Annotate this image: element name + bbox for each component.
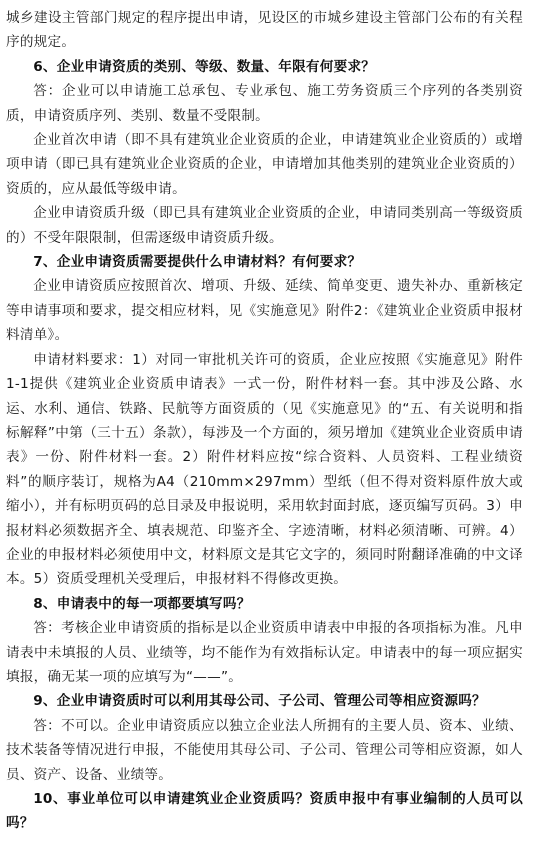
answer-paragraph-7b: 申请材料要求：1）对同一审批机关许可的资质，企业应按照《实施意见》附件1-1提供《建筑业企业资质申请表》一式一份，附件材料一套。其中涉及公路、水运、水利、通信、铁路、民航等方面资质的（见《实施意见》的“五、有关说明和指标解释”中第（三十五）条款），每涉及一个方面的，须另增加《建筑业企业资质申请表》一份、附件材料一套。2）附件材料应按“综合资料、人员资料、工程业绩资料”的顺序装订，规格为A4（210mm×297mm）型纸（但不得对资料原件放大或缩小），并有标明页码的总目录及申报说明，采用软封面封底，逐页编写页码。3）申报材料必须数据齐全、填表规范、印鉴齐全、字迹清晰，材料必须清晰、可辨。4）企业的申报材料必须使用中文，材料原文是其它文字的，须同时附翻译准确的中文译本。5）资质受理机关受理后，申报材料不得修改更换。 — [6, 351, 523, 588]
question-heading-6: 6、企业申请资质的类别、等级、数量、年限有何要求？ — [33, 58, 376, 75]
answer-paragraph-7a: 企业申请资质应按照首次、增项、升级、延续、简单变更、遗失补办、重新核定等申请事项和要求，提交相应材料，见《实施意见》附件2：《建筑业企业资质申报材料清单》。 — [6, 278, 523, 344]
answer-paragraph-6a: 答：企业可以申请施工总承包、专业承包、施工劳务资质三个序列的各类别资质，申请资质序列、类别、数量不受限制。 — [6, 83, 523, 124]
answer-paragraph-9: 答：不可以。企业申请资质应以独立企业法人所拥有的主要人员、资本、业绩、技术装备等情况进行申报，不能使用其母公司、子公司、管理公司等相应资源，如人员、资产、设备、业绩等。 — [6, 717, 523, 783]
question-heading-10: 10、事业单位可以申请建筑业企业资质吗？资质申报中有事业编制的人员可以吗？ — [6, 791, 523, 832]
answer-paragraph-6b: 企业首次申请（即不具有建筑业企业资质的企业，申请建筑业企业资质的）或增项申请（即已具有建筑业企业资质的企业，申请增加其他类别的建筑业企业资质的）资质的，应从最低等级申请。 — [6, 132, 523, 197]
answer-paragraph-6c: 企业申请资质升级（即已具有建筑业企业资质的企业，申请同类别高一等级资质的）不受年限限制，但需逐级申请资质升级。 — [6, 205, 523, 246]
question-heading-8: 8、申请表中的每一项都要填写吗？ — [33, 595, 251, 612]
question-heading-7: 7、企业申请资质需要提供什么申请材料？有何要求？ — [33, 254, 362, 271]
answer-paragraph-8: 答：考核企业申请资质的指标是以企业资质申请表中申报的各项指标为准。凡申请表中未填报的人员、业绩等，均不能作为有效指标认定。申请表中的每一项应据实填报，确无某一项的应填写为“——”。 — [6, 620, 523, 685]
paragraph-intro-continuation: 城乡建设主管部门规定的程序提出申请，见设区的市城乡建设主管部门公布的有关程序的规定。 — [6, 10, 523, 51]
question-heading-9: 9、企业申请资质时可以利用其母公司、子公司、管理公司等相应资源吗？ — [33, 693, 486, 710]
